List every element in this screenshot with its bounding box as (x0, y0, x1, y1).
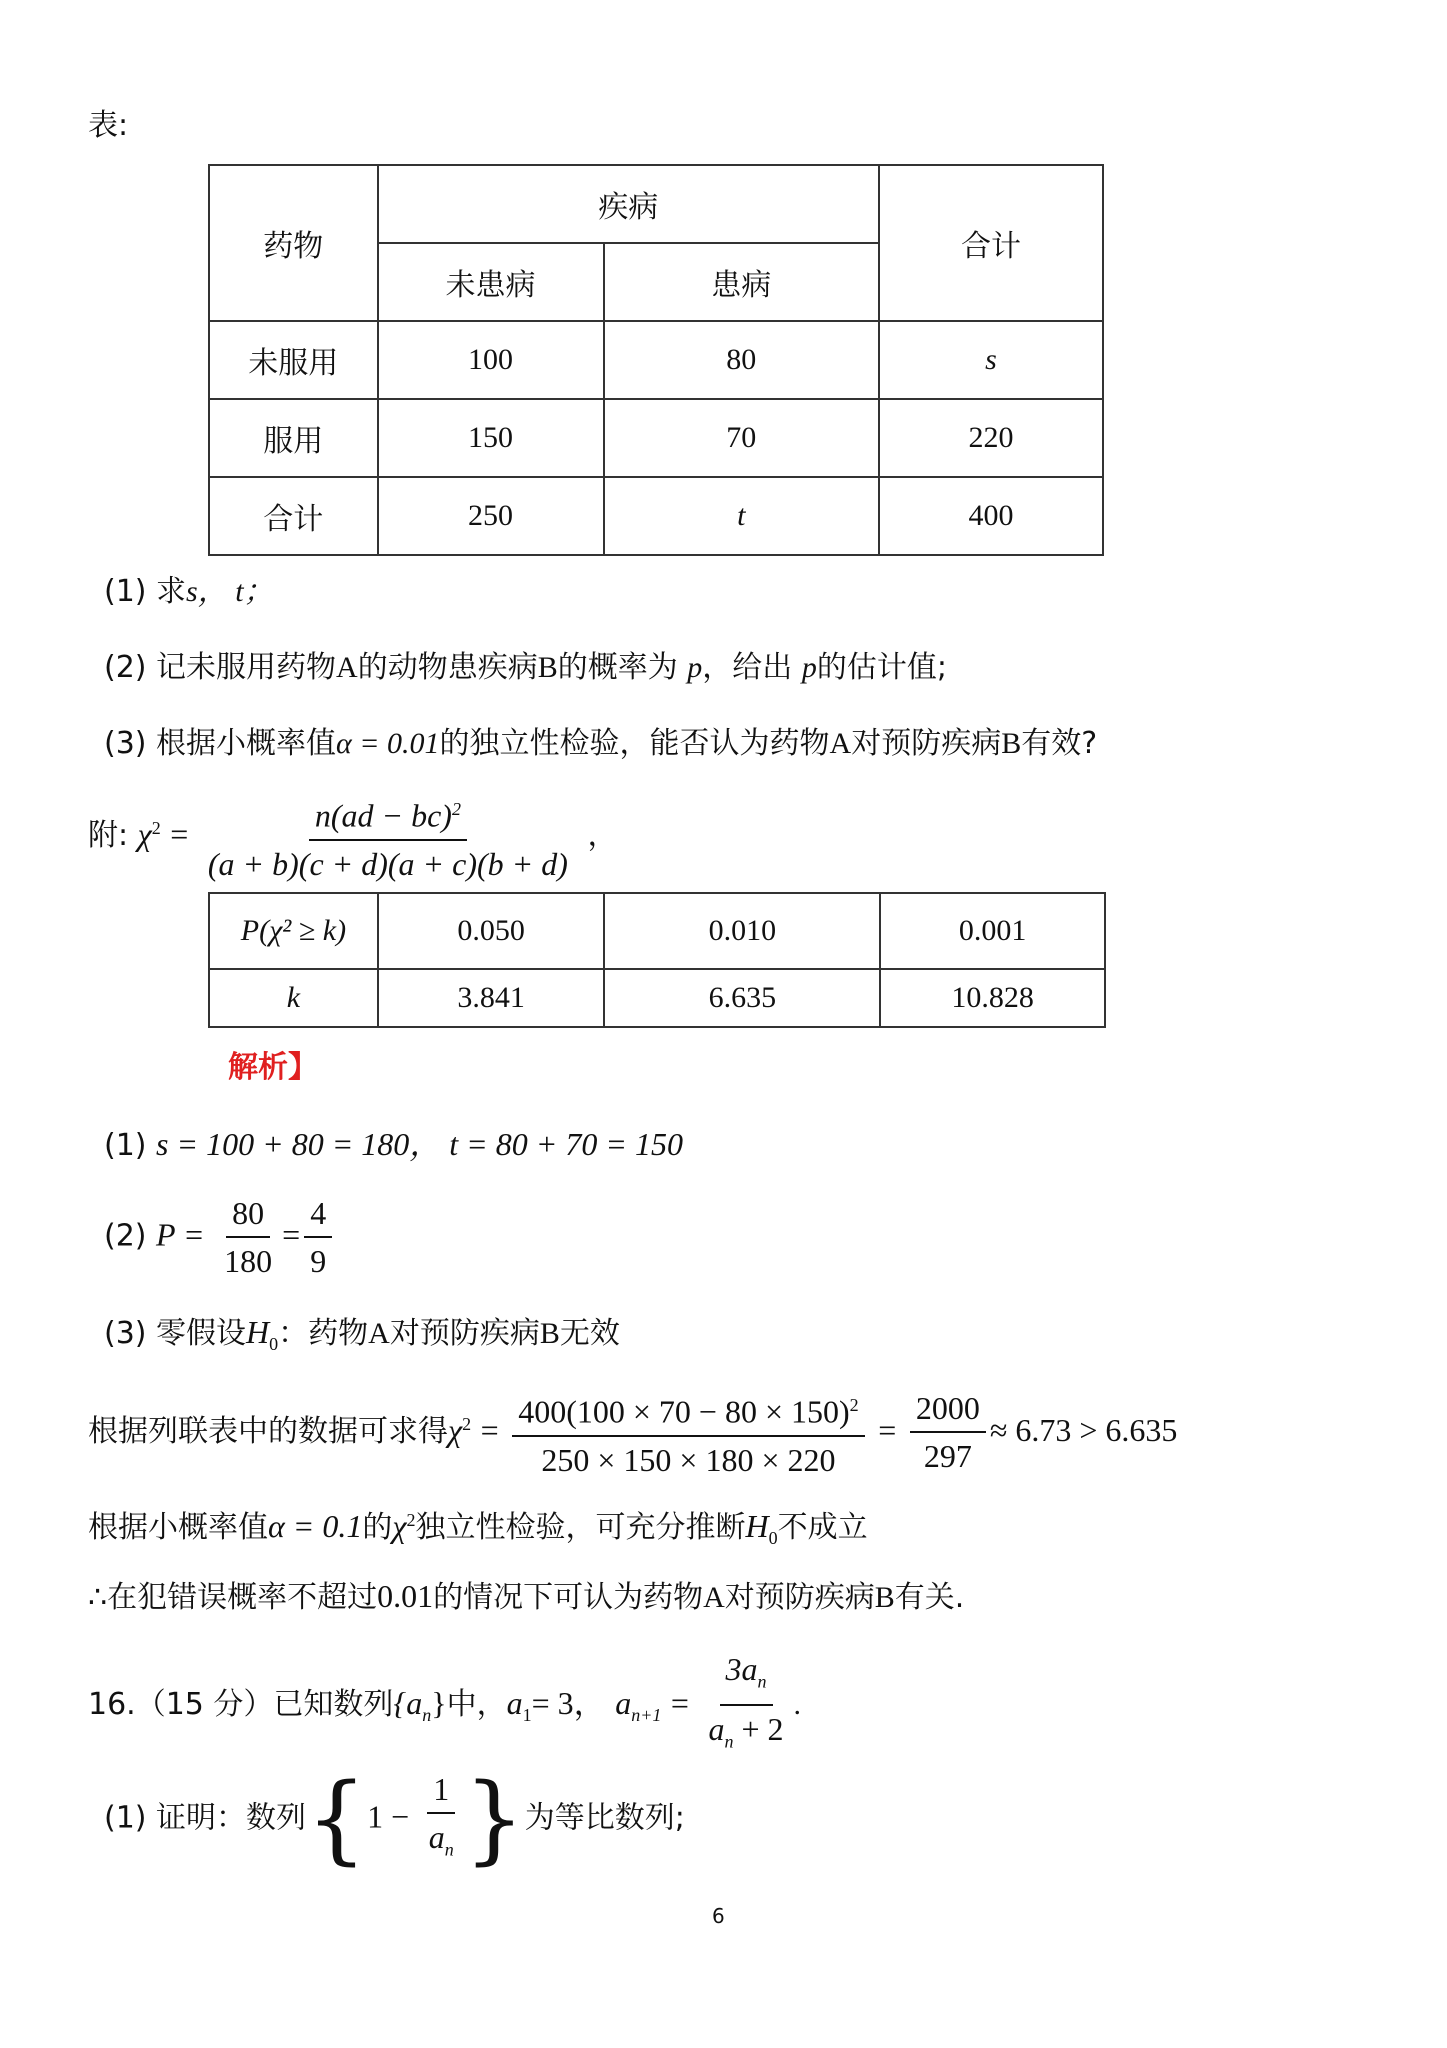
cell: 80 (604, 321, 879, 399)
chi-square-fraction: $\frac{n(ad - bc)^2}{(a + b)(c + d)(a + c)(b + d)}$ (202, 790, 574, 883)
row-label: k (209, 969, 378, 1027)
cell: 10.828 (880, 969, 1105, 1027)
cell: 70 (604, 399, 879, 477)
problem-16-part-1: (1) 证明：数列{1 − $\frac{1}{a_n}$ }为等比数列; (104, 1763, 685, 1876)
question-1: (1) 求s， t； (104, 574, 274, 609)
cell: 100 (378, 321, 604, 399)
fraction: $\frac{400(100 \times 70 - 80 \times 150)^2}{250 \times 150 \times 180 \times 220}$ (512, 1386, 864, 1479)
fraction: $\frac{4}{9}$ (304, 1194, 332, 1280)
cell: s (879, 321, 1103, 399)
header-not-sick: 未患病 (378, 243, 604, 321)
header-drug: 药物 (209, 165, 378, 321)
solution-conclusion: 根据小概率值α = 0.1的$\chi^2$独立性检验，可充分推断$H_0$不成立 (88, 1508, 868, 1548)
header-disease: 疾病 (378, 165, 879, 243)
cell: 250 (378, 477, 604, 555)
header-total: 合计 (879, 165, 1103, 321)
contingency-table (208, 164, 1104, 556)
table-row (209, 321, 1103, 399)
cell: t (604, 477, 879, 555)
row-label: P(χ² ≥ k) (209, 893, 378, 969)
cell: 6.635 (604, 969, 880, 1027)
fraction: $\frac{80}{180}$ (224, 1195, 273, 1279)
cell: 0.010 (604, 893, 880, 969)
solution-2: (2) P = $\frac{80}{180}$ = $\frac{4}{9}$ (104, 1194, 336, 1280)
cell: 0.050 (378, 893, 604, 969)
chi-square-computation: 根据列联表中的数据可求得$\chi^2$ = $\frac{400(100 \times 70 - 80 \times 150)^2}{250 \times 150 \times 180 \times 220}$ = $\frac{2000}{297}$ ≈ 6.73 > 6.635 (88, 1386, 1177, 1479)
question-2: (2) 记未服用药物A的动物患疾病B的概率为 p，给出 p的估计值; (104, 650, 947, 685)
intro-label: 表: (88, 108, 129, 143)
solution-final: ∴在犯错误概率不超过0.01的情况下可认为药物A对预防疾病B有关. (88, 1578, 965, 1615)
row-label: 服用 (209, 399, 378, 477)
page-number: 6 (712, 1904, 725, 1928)
table-row (209, 477, 1103, 555)
problem-16: 16.（15 分）已知数列$\{a_n\}$中，$a_1= 3$， $a_{n+1}$ = $\frac{3a_n}{a_n + 2}$ . (88, 1650, 801, 1761)
cell: 150 (378, 399, 604, 477)
recurrence-fraction: $\frac{3a_n}{a_n + 2}$ (708, 1651, 784, 1752)
critical-value-table (208, 892, 1106, 1028)
header-sick: 患病 (604, 243, 879, 321)
solution-heading: 解析】 (228, 1050, 318, 1085)
cell: 3.841 (378, 969, 604, 1027)
left-brace: { (306, 1763, 368, 1876)
row-label: 未服用 (209, 321, 378, 399)
cell: 0.001 (880, 893, 1105, 969)
fraction: $\frac{1}{a_n}$ (428, 1771, 454, 1860)
cell: 220 (879, 399, 1103, 477)
right-brace: } (463, 1763, 525, 1876)
fraction: $\frac{2000}{297}$ (910, 1389, 986, 1475)
cell: 400 (879, 477, 1103, 555)
solution-3: (3) 零假设$H_0$：药物A对预防疾病B无效 (104, 1314, 620, 1354)
question-3: (3) 根据小概率值α = 0.01的独立性检验，能否认为药物A对预防疾病B有效? (104, 726, 1098, 761)
solution-1: (1) s = 100 + 80 = 180， t = 80 + 70 = 150 (104, 1126, 683, 1163)
table-row (209, 399, 1103, 477)
appendix-formula: 附: $\chi^2$ = $\frac{n(ad - bc)^2}{(a + b)(c + d)(a + c)(b + d)}$ ， (88, 790, 617, 883)
row-label: 合计 (209, 477, 378, 555)
